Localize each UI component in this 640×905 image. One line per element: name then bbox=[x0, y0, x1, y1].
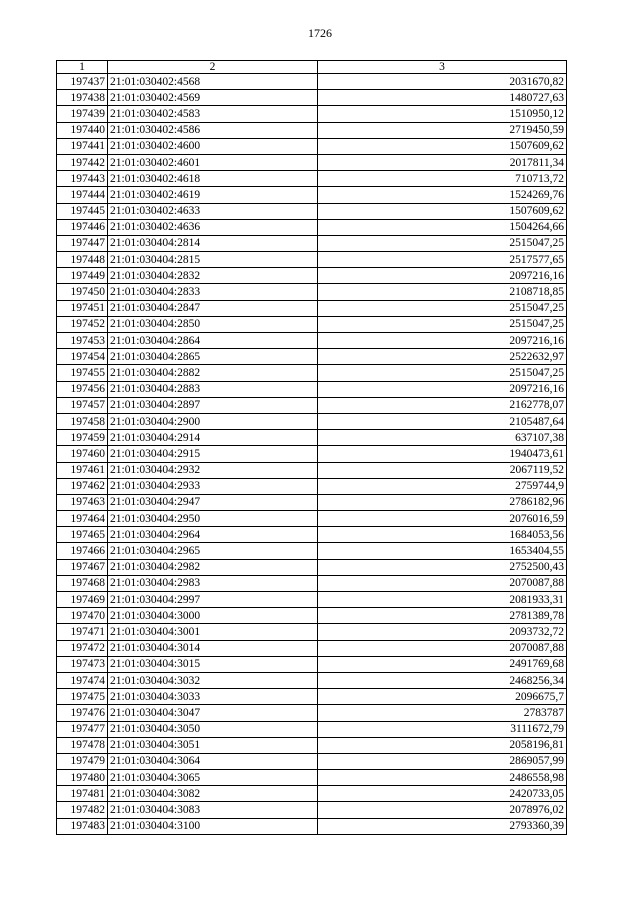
row-number-cell: 197483 bbox=[57, 818, 108, 834]
value-cell: 2096675,7 bbox=[318, 689, 567, 705]
row-number-cell: 197467 bbox=[57, 559, 108, 575]
header-row bbox=[57, 61, 567, 74]
table-row bbox=[57, 154, 567, 170]
table-row bbox=[57, 592, 567, 608]
value-cell: 2076016,59 bbox=[318, 511, 567, 527]
value-cell: 2491769,68 bbox=[318, 656, 567, 672]
value-cell: 2468256,34 bbox=[318, 672, 567, 688]
cadastral-number-cell: 21:01:030404:2850 bbox=[108, 316, 318, 332]
cadastral-number-cell: 21:01:030404:2914 bbox=[108, 430, 318, 446]
value-cell: 2486558,98 bbox=[318, 770, 567, 786]
table-row bbox=[57, 818, 567, 834]
cadastral-number-cell: 21:01:030402:4636 bbox=[108, 219, 318, 235]
table-row bbox=[57, 575, 567, 591]
table-row bbox=[57, 559, 567, 575]
value-cell: 2031670,82 bbox=[318, 74, 567, 90]
row-number-cell: 197463 bbox=[57, 494, 108, 510]
cadastral-number-cell: 21:01:030404:3064 bbox=[108, 753, 318, 769]
cadastral-number-cell: 21:01:030404:3100 bbox=[108, 818, 318, 834]
row-number-cell: 197482 bbox=[57, 802, 108, 818]
cadastral-number-cell: 21:01:030404:2965 bbox=[108, 543, 318, 559]
column-header-2: 2 bbox=[108, 61, 318, 74]
table-row bbox=[57, 203, 567, 219]
row-number-cell: 197458 bbox=[57, 413, 108, 429]
row-number-cell: 197473 bbox=[57, 656, 108, 672]
row-number-cell: 197446 bbox=[57, 219, 108, 235]
table-row bbox=[57, 268, 567, 284]
cadastral-number-cell: 21:01:030404:2897 bbox=[108, 397, 318, 413]
value-cell: 1510950,12 bbox=[318, 106, 567, 122]
cadastral-number-cell: 21:01:030404:3015 bbox=[108, 656, 318, 672]
cadastral-number-cell: 21:01:030402:4618 bbox=[108, 171, 318, 187]
table-row bbox=[57, 284, 567, 300]
value-cell: 2517577,65 bbox=[318, 252, 567, 268]
table-row bbox=[57, 333, 567, 349]
cadastral-number-cell: 21:01:030404:2864 bbox=[108, 333, 318, 349]
cadastral-number-cell: 21:01:030404:3083 bbox=[108, 802, 318, 818]
column-header-3: 3 bbox=[318, 61, 567, 74]
table-row bbox=[57, 219, 567, 235]
cadastral-number-cell: 21:01:030404:2983 bbox=[108, 575, 318, 591]
cadastral-number-cell: 21:01:030402:4568 bbox=[108, 74, 318, 90]
value-cell: 2793360,39 bbox=[318, 818, 567, 834]
value-cell: 2781389,78 bbox=[318, 608, 567, 624]
value-cell: 2786182,96 bbox=[318, 494, 567, 510]
table-row bbox=[57, 187, 567, 203]
cadastral-number-cell: 21:01:030402:4583 bbox=[108, 106, 318, 122]
row-number-cell: 197480 bbox=[57, 770, 108, 786]
table-row bbox=[57, 624, 567, 640]
row-number-cell: 197456 bbox=[57, 381, 108, 397]
cadastral-number-cell: 21:01:030404:2883 bbox=[108, 381, 318, 397]
row-number-cell: 197453 bbox=[57, 333, 108, 349]
value-cell: 1507609,62 bbox=[318, 203, 567, 219]
table-row bbox=[57, 770, 567, 786]
row-number-cell: 197439 bbox=[57, 106, 108, 122]
table-row bbox=[57, 494, 567, 510]
table-row bbox=[57, 252, 567, 268]
data-table bbox=[56, 60, 567, 835]
cadastral-number-cell: 21:01:030402:4633 bbox=[108, 203, 318, 219]
value-cell: 637107,38 bbox=[318, 430, 567, 446]
table-row bbox=[57, 705, 567, 721]
cadastral-number-cell: 21:01:030404:2915 bbox=[108, 446, 318, 462]
value-cell: 2093732,72 bbox=[318, 624, 567, 640]
row-number-cell: 197444 bbox=[57, 187, 108, 203]
table-row bbox=[57, 122, 567, 138]
table-row bbox=[57, 737, 567, 753]
cadastral-number-cell: 21:01:030404:2900 bbox=[108, 413, 318, 429]
cadastral-number-cell: 21:01:030404:2832 bbox=[108, 268, 318, 284]
row-number-cell: 197452 bbox=[57, 316, 108, 332]
table-row bbox=[57, 672, 567, 688]
cadastral-number-cell: 21:01:030404:2815 bbox=[108, 252, 318, 268]
page-number: 1726 bbox=[308, 26, 332, 40]
cadastral-number-cell: 21:01:030404:2997 bbox=[108, 592, 318, 608]
table-row bbox=[57, 656, 567, 672]
value-cell: 1940473,61 bbox=[318, 446, 567, 462]
table-row bbox=[57, 689, 567, 705]
row-number-cell: 197454 bbox=[57, 349, 108, 365]
value-cell: 2097216,16 bbox=[318, 268, 567, 284]
value-cell: 2515047,25 bbox=[318, 300, 567, 316]
row-number-cell: 197447 bbox=[57, 235, 108, 251]
column-header-1: 1 bbox=[57, 61, 108, 74]
value-cell: 2783787 bbox=[318, 705, 567, 721]
value-cell: 2097216,16 bbox=[318, 333, 567, 349]
row-number-cell: 197477 bbox=[57, 721, 108, 737]
row-number-cell: 197474 bbox=[57, 672, 108, 688]
table-row bbox=[57, 721, 567, 737]
table-row bbox=[57, 802, 567, 818]
value-cell: 2097216,16 bbox=[318, 381, 567, 397]
row-number-cell: 197470 bbox=[57, 608, 108, 624]
value-cell: 2515047,25 bbox=[318, 235, 567, 251]
cadastral-number-cell: 21:01:030404:3050 bbox=[108, 721, 318, 737]
value-cell: 1480727,63 bbox=[318, 90, 567, 106]
cadastral-number-cell: 21:01:030404:2947 bbox=[108, 494, 318, 510]
value-cell: 2058196,81 bbox=[318, 737, 567, 753]
cadastral-number-cell: 21:01:030402:4600 bbox=[108, 138, 318, 154]
cadastral-number-cell: 21:01:030404:3000 bbox=[108, 608, 318, 624]
row-number-cell: 197468 bbox=[57, 575, 108, 591]
row-number-cell: 197460 bbox=[57, 446, 108, 462]
row-number-cell: 197441 bbox=[57, 138, 108, 154]
value-cell: 2162778,07 bbox=[318, 397, 567, 413]
cadastral-number-cell: 21:01:030404:2882 bbox=[108, 365, 318, 381]
value-cell: 2081933,31 bbox=[318, 592, 567, 608]
row-number-cell: 197440 bbox=[57, 122, 108, 138]
cadastral-number-cell: 21:01:030404:3033 bbox=[108, 689, 318, 705]
row-number-cell: 197457 bbox=[57, 397, 108, 413]
cadastral-number-cell: 21:01:030404:2950 bbox=[108, 511, 318, 527]
table-row bbox=[57, 235, 567, 251]
table-row bbox=[57, 300, 567, 316]
cadastral-number-cell: 21:01:030404:2964 bbox=[108, 527, 318, 543]
cadastral-number-cell: 21:01:030402:4619 bbox=[108, 187, 318, 203]
value-cell: 2070087,88 bbox=[318, 575, 567, 591]
value-cell: 2515047,25 bbox=[318, 316, 567, 332]
cadastral-number-cell: 21:01:030404:3082 bbox=[108, 786, 318, 802]
cadastral-number-cell: 21:01:030404:2814 bbox=[108, 235, 318, 251]
cadastral-number-cell: 21:01:030404:3032 bbox=[108, 672, 318, 688]
cadastral-number-cell: 21:01:030404:2865 bbox=[108, 349, 318, 365]
table-row bbox=[57, 413, 567, 429]
table-row bbox=[57, 478, 567, 494]
cadastral-number-cell: 21:01:030404:2833 bbox=[108, 284, 318, 300]
value-cell: 1507609,62 bbox=[318, 138, 567, 154]
table-row bbox=[57, 608, 567, 624]
row-number-cell: 197448 bbox=[57, 252, 108, 268]
value-cell: 1653404,55 bbox=[318, 543, 567, 559]
value-cell: 1504264,66 bbox=[318, 219, 567, 235]
cadastral-number-cell: 21:01:030402:4569 bbox=[108, 90, 318, 106]
row-number-cell: 197451 bbox=[57, 300, 108, 316]
table-row bbox=[57, 90, 567, 106]
value-cell: 2017811,34 bbox=[318, 154, 567, 170]
row-number-cell: 197442 bbox=[57, 154, 108, 170]
value-cell: 2067119,52 bbox=[318, 462, 567, 478]
row-number-cell: 197464 bbox=[57, 511, 108, 527]
table-row bbox=[57, 462, 567, 478]
value-cell: 3111672,79 bbox=[318, 721, 567, 737]
table-row bbox=[57, 430, 567, 446]
table-row bbox=[57, 640, 567, 656]
row-number-cell: 197438 bbox=[57, 90, 108, 106]
value-cell: 1524269,76 bbox=[318, 187, 567, 203]
cadastral-number-cell: 21:01:030404:3065 bbox=[108, 770, 318, 786]
table-row bbox=[57, 138, 567, 154]
row-number-cell: 197445 bbox=[57, 203, 108, 219]
value-cell: 2108718,85 bbox=[318, 284, 567, 300]
cadastral-number-cell: 21:01:030404:2847 bbox=[108, 300, 318, 316]
cadastral-number-cell: 21:01:030404:3014 bbox=[108, 640, 318, 656]
table-row bbox=[57, 543, 567, 559]
row-number-cell: 197476 bbox=[57, 705, 108, 721]
table-row bbox=[57, 511, 567, 527]
table-row bbox=[57, 786, 567, 802]
row-number-cell: 197437 bbox=[57, 74, 108, 90]
table-row bbox=[57, 365, 567, 381]
row-number-cell: 197459 bbox=[57, 430, 108, 446]
table-row bbox=[57, 106, 567, 122]
row-number-cell: 197479 bbox=[57, 753, 108, 769]
value-cell: 2070087,88 bbox=[318, 640, 567, 656]
table-row bbox=[57, 316, 567, 332]
row-number-cell: 197455 bbox=[57, 365, 108, 381]
cadastral-number-cell: 21:01:030404:3047 bbox=[108, 705, 318, 721]
value-cell: 2105487,64 bbox=[318, 413, 567, 429]
table-row bbox=[57, 349, 567, 365]
table-row bbox=[57, 446, 567, 462]
table-row bbox=[57, 171, 567, 187]
cadastral-number-cell: 21:01:030404:2932 bbox=[108, 462, 318, 478]
value-cell: 710713,72 bbox=[318, 171, 567, 187]
table-body bbox=[57, 74, 567, 835]
value-cell: 2515047,25 bbox=[318, 365, 567, 381]
value-cell: 1684053,56 bbox=[318, 527, 567, 543]
cadastral-number-cell: 21:01:030404:2982 bbox=[108, 559, 318, 575]
row-number-cell: 197461 bbox=[57, 462, 108, 478]
cadastral-number-cell: 21:01:030402:4601 bbox=[108, 154, 318, 170]
value-cell: 2420733,05 bbox=[318, 786, 567, 802]
row-number-cell: 197443 bbox=[57, 171, 108, 187]
table-row bbox=[57, 381, 567, 397]
row-number-cell: 197481 bbox=[57, 786, 108, 802]
value-cell: 2869057,99 bbox=[318, 753, 567, 769]
row-number-cell: 197449 bbox=[57, 268, 108, 284]
cadastral-number-cell: 21:01:030404:3001 bbox=[108, 624, 318, 640]
row-number-cell: 197469 bbox=[57, 592, 108, 608]
row-number-cell: 197472 bbox=[57, 640, 108, 656]
cadastral-number-cell: 21:01:030402:4586 bbox=[108, 122, 318, 138]
value-cell: 2522632,97 bbox=[318, 349, 567, 365]
row-number-cell: 197471 bbox=[57, 624, 108, 640]
row-number-cell: 197462 bbox=[57, 478, 108, 494]
value-cell: 2752500,43 bbox=[318, 559, 567, 575]
table-row bbox=[57, 74, 567, 90]
cadastral-number-cell: 21:01:030404:3051 bbox=[108, 737, 318, 753]
cadastral-number-cell: 21:01:030404:2933 bbox=[108, 478, 318, 494]
table-row bbox=[57, 527, 567, 543]
row-number-cell: 197465 bbox=[57, 527, 108, 543]
row-number-cell: 197475 bbox=[57, 689, 108, 705]
table-row bbox=[57, 753, 567, 769]
row-number-cell: 197478 bbox=[57, 737, 108, 753]
value-cell: 2719450,59 bbox=[318, 122, 567, 138]
value-cell: 2759744,9 bbox=[318, 478, 567, 494]
row-number-cell: 197450 bbox=[57, 284, 108, 300]
table-row bbox=[57, 397, 567, 413]
row-number-cell: 197466 bbox=[57, 543, 108, 559]
value-cell: 2078976,02 bbox=[318, 802, 567, 818]
